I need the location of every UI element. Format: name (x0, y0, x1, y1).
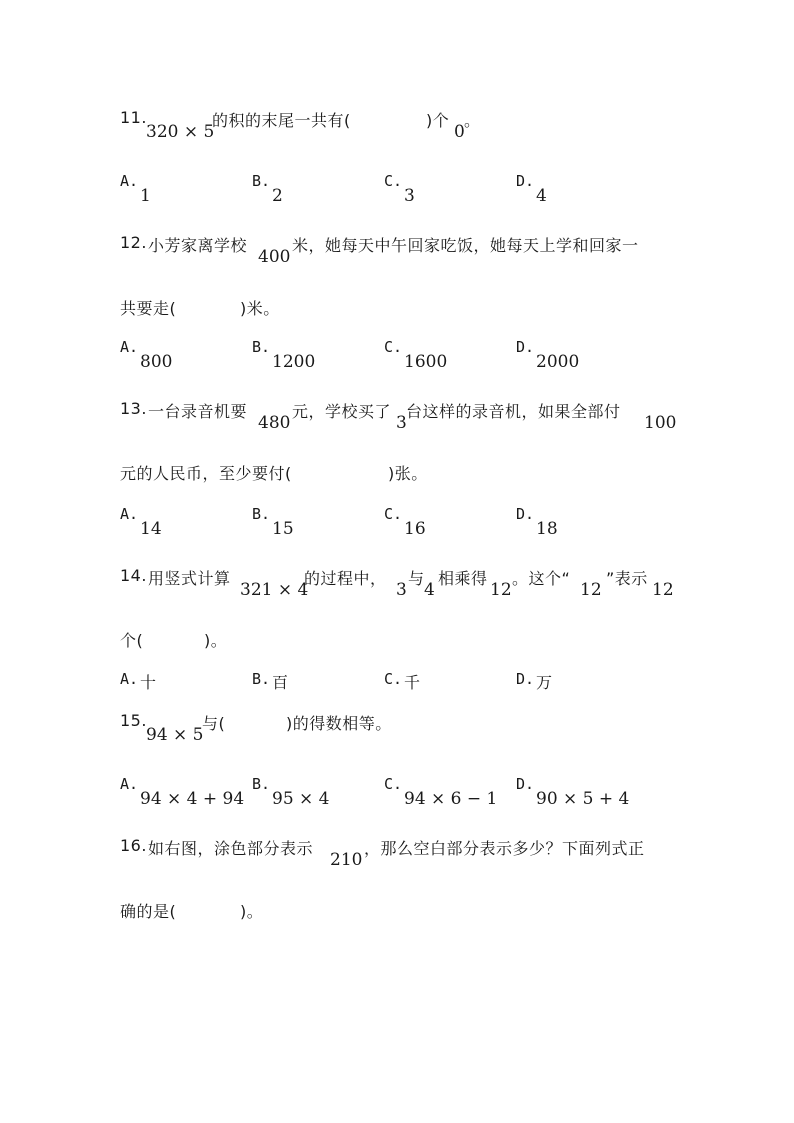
option-value[interactable]: 百 (272, 673, 289, 692)
option-value[interactable]: 万 (536, 673, 553, 692)
question-number: 11. (120, 108, 147, 127)
option-value[interactable]: 千 (404, 673, 421, 692)
option-label[interactable]: A. (120, 172, 139, 190)
question-text: 小芳家离学校 (148, 236, 248, 255)
math-value: 12 (490, 580, 512, 600)
option-label[interactable]: D. (516, 338, 535, 356)
question-text: 的积的末尾一共有( (212, 111, 351, 130)
question-text: )。 (204, 631, 228, 650)
option-label[interactable]: B. (252, 775, 271, 793)
option-value[interactable]: 十 (140, 673, 157, 692)
option-label[interactable]: D. (516, 505, 535, 523)
question-text: 个( (120, 631, 144, 650)
option-value[interactable]: 14 (140, 519, 162, 539)
question-text: 米，她每天中午回家吃饭，她每天上学和回家一 (292, 236, 639, 255)
question-text: ，那么空白部分表示多少？下面列式正 (364, 839, 645, 858)
option-value[interactable]: 4 (536, 186, 547, 206)
math-expression: 321 × 4 (240, 580, 309, 600)
question-text: 台这样的录音机，如果全部付 (406, 402, 621, 421)
math-value: 4 (424, 580, 435, 600)
math-value: 12 (580, 580, 602, 600)
question-number: 16. (120, 836, 147, 855)
option-value[interactable]: 800 (140, 352, 173, 372)
question-number: 13. (120, 399, 147, 418)
option-label[interactable]: C. (384, 505, 403, 523)
question-text: 。 (464, 111, 481, 130)
option-value[interactable]: 2000 (536, 352, 580, 372)
option-value[interactable]: 3 (404, 186, 415, 206)
option-value[interactable]: 90 × 5 + 4 (536, 789, 630, 809)
question-text: )的得数相等。 (286, 714, 392, 733)
option-label[interactable]: A. (120, 338, 139, 356)
question-text: 的过程中， (304, 569, 387, 588)
option-label[interactable]: B. (252, 172, 271, 190)
option-value[interactable]: 94 × 4 + 94 (140, 789, 245, 809)
math-value: 3 (396, 413, 407, 433)
option-value[interactable]: 16 (404, 519, 426, 539)
option-value[interactable]: 2 (272, 186, 283, 206)
option-label[interactable]: B. (252, 670, 271, 688)
math-value: 0 (454, 122, 465, 142)
question-text: 一台录音机要 (148, 402, 248, 421)
question-text: 与( (202, 714, 226, 733)
math-value: 480 (258, 413, 291, 433)
option-label[interactable]: B. (252, 338, 271, 356)
math-value: 400 (258, 247, 291, 267)
math-value: 12 (652, 580, 674, 600)
question-text: 用竖式计算 (148, 569, 231, 588)
option-label[interactable]: B. (252, 505, 271, 523)
question-text: 元，学校买了 (292, 402, 392, 421)
option-value[interactable]: 95 × 4 (272, 789, 330, 809)
question-text: )张。 (388, 464, 428, 483)
option-label[interactable]: C. (384, 172, 403, 190)
question-number: 12. (120, 233, 147, 252)
option-value[interactable]: 15 (272, 519, 294, 539)
option-label[interactable]: D. (516, 670, 535, 688)
option-value[interactable]: 94 × 6 − 1 (404, 789, 498, 809)
option-value[interactable]: 18 (536, 519, 558, 539)
question-text: )个 (426, 111, 450, 130)
option-value[interactable]: 1 (140, 186, 151, 206)
question-number: 14. (120, 566, 147, 585)
option-label[interactable]: A. (120, 670, 139, 688)
question-text: ”表示 (606, 569, 648, 588)
question-text: 共要走( (120, 299, 177, 318)
math-expression: 320 × 5 (146, 122, 215, 142)
question-text: 确的是( (120, 902, 177, 921)
option-label[interactable]: D. (516, 172, 535, 190)
math-value: 210 (330, 850, 363, 870)
question-text: 。这个“ (512, 569, 571, 588)
option-label[interactable]: C. (384, 775, 403, 793)
math-value: 3 (396, 580, 407, 600)
option-label[interactable]: A. (120, 775, 139, 793)
question-text: 与 (408, 569, 425, 588)
option-label[interactable]: A. (120, 505, 139, 523)
option-label[interactable]: C. (384, 670, 403, 688)
math-value: 100 (644, 413, 677, 433)
option-label[interactable]: C. (384, 338, 403, 356)
question-text: 如右图，涂色部分表示 (148, 839, 314, 858)
question-number: 15. (120, 711, 147, 730)
question-text: )。 (240, 902, 264, 921)
math-expression: 94 × 5 (146, 725, 204, 745)
option-value[interactable]: 1200 (272, 352, 316, 372)
question-text: 相乘得 (438, 569, 488, 588)
question-text: )米。 (240, 299, 280, 318)
option-label[interactable]: D. (516, 775, 535, 793)
option-value[interactable]: 1600 (404, 352, 448, 372)
question-text: 元的人民币，至少要付( (120, 464, 292, 483)
